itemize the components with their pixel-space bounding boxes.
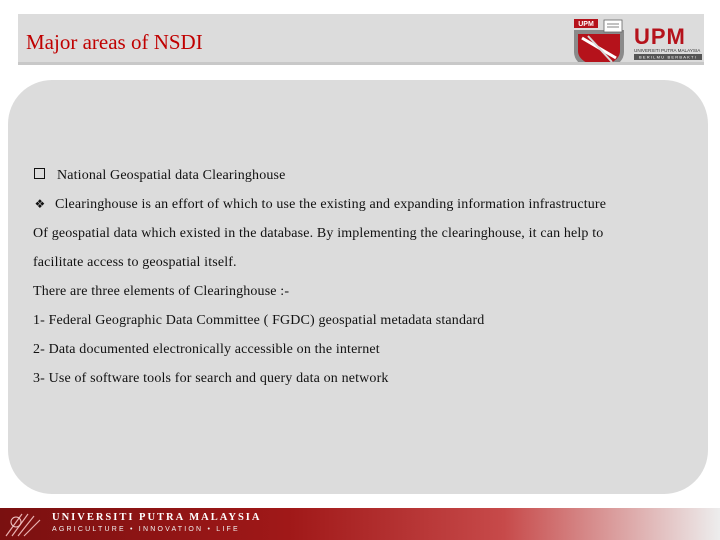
upm-shield-logo-icon: [568, 14, 704, 62]
logo-wordmark: UPM: [634, 24, 686, 49]
slide-title: Major areas of NSDI: [26, 30, 203, 54]
bullet-item-2: [33, 197, 606, 213]
upm-logo: [568, 14, 704, 62]
diamond-bullet-icon: ❖: [34, 197, 46, 211]
footer-emblem-icon: [2, 510, 46, 538]
logo-tagline: BERILMU BERBAKTI: [639, 54, 697, 60]
paragraph-line-1: Of geospatial data which existed in the database. By implementing the clearinghouse, it can help to: [33, 226, 604, 241]
bullet-2-text: Clearinghouse is an effort of which to use the existing and expanding information infrastructure: [55, 197, 607, 212]
footer-university: UNIVERSITI PUTRA MALAYSIA: [52, 512, 262, 523]
bullet-item-1: [33, 168, 285, 184]
element-item-3: 3- Use of software tools for search and query data on network: [33, 371, 389, 386]
square-bullet-icon: [34, 168, 45, 179]
bullet-1-text: National Geospatial data Clearinghouse: [57, 168, 286, 183]
element-item-1: 1- Federal Geographic Data Committee ( FGDC) geospatial metadata standard: [33, 313, 485, 328]
footer-motto: AGRICULTURE • INNOVATION • LIFE: [52, 526, 240, 533]
title-divider: [18, 62, 704, 65]
logo-badge-text: UPM: [578, 21, 594, 28]
paragraph-line-2: facilitate access to geospatial itself.: [33, 255, 237, 270]
logo-university: UNIVERSITI PUTRA MALAYSIA: [634, 48, 701, 53]
elements-intro: There are three elements of Clearinghouse :-: [33, 284, 290, 299]
element-item-2: 2- Data documented electronically accessible on the internet: [33, 342, 380, 357]
footer-banner: [0, 508, 720, 540]
